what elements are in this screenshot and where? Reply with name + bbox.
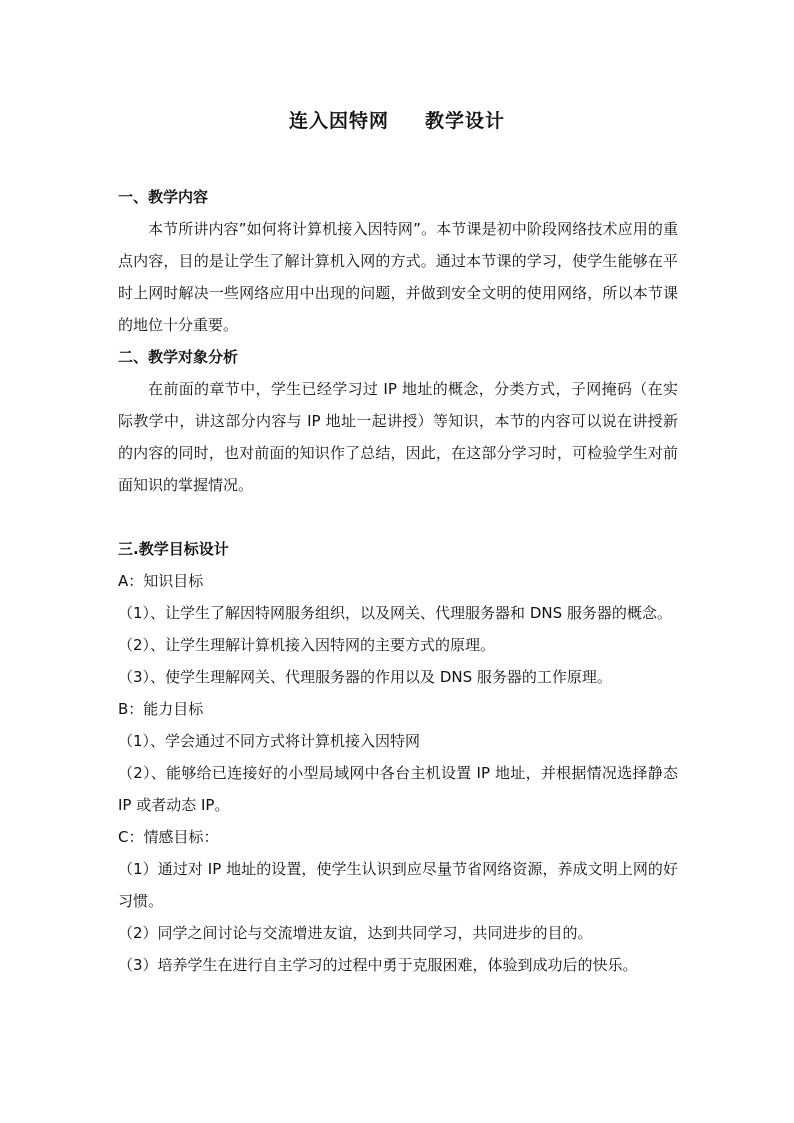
knowledge-goal-2: （2）、让学生理解计算机接入因特网的主要方式的原理。 — [118, 636, 496, 654]
section-2-paragraph: 在前面的章节中，学生已经学习过 IP 地址的概念，分类方式，子网掩码（在实际教学中，讲这部分内容与 IP 地址一起讲授）等知识，本节的内容可以说在讲授新的内容的同时，也对前面的知识作了总结，因此，在这部分学习时，可检验学生对前面知识的掌握情况。 — [118, 380, 678, 494]
emotion-goal-1: （1）通过对 IP 地址的设置，使学生认识到应尽量节省网络资源，养成文明上网的好习惯。 — [118, 860, 678, 910]
knowledge-goal-3: （3）、使学生理解网关、代理服务器的作用以及 DNS 服务器的工作原理。 — [118, 668, 612, 686]
section-3-heading: 三.教学目标设计 — [118, 540, 229, 558]
ability-goal-1: （1）、学会通过不同方式将计算机接入因特网 — [118, 732, 421, 750]
title-part-2: 教学设计 — [425, 110, 506, 132]
knowledge-goals-label: A：知识目标 — [118, 572, 204, 590]
section-2-heading: 二、教学对象分析 — [118, 348, 239, 366]
emotion-goal-2: （2）同学之间讨论与交流增进友谊，达到共同学习，共同进步的目的。 — [118, 924, 593, 942]
ability-goal-2: （2）、能够给已连接好的小型局域网中各台主机设置 IP 地址，并根据情况选择静态 IP 或者动态 IP。 — [118, 764, 678, 814]
emotion-goal-3: （3）培养学生在进行自主学习的过程中勇于克服困难，体验到成功后的快乐。 — [118, 956, 638, 974]
document-title — [0, 106, 794, 133]
title-part-1: 连入因特网 — [288, 110, 389, 132]
document-body — [118, 181, 678, 981]
knowledge-goal-1: （1）、让学生了解因特网服务组织，以及网关、代理服务器和 DNS 服务器的概念。 — [118, 604, 672, 622]
emotion-goals-label: C：情感目标： — [118, 828, 219, 846]
section-1-heading: 一、教学内容 — [118, 188, 209, 206]
section-spacer — [118, 501, 678, 533]
ability-goals-label: B：能力目标 — [118, 700, 204, 718]
section-1-paragraph: 本节所讲内容”如何将计算机接入因特网”。本节课是初中阶段网络技术应用的重点内容，目的是让学生了解计算机入网的方式。通过本节课的学习，使学生能够在平时上网时解决一些网络应用中出现的问题，并做到安全文明的使用网络，所以本节课的地位十分重要。 — [118, 220, 678, 334]
